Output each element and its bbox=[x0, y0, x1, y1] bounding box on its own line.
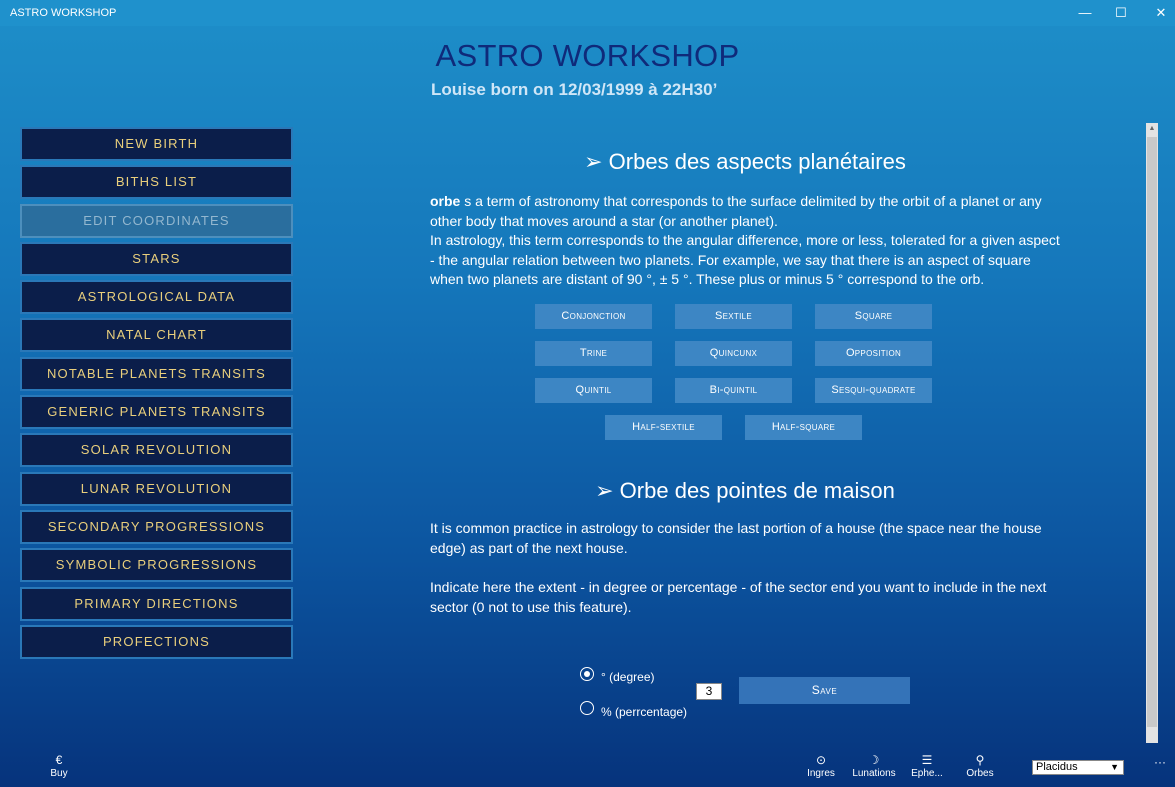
moon-icon: ☽ bbox=[868, 753, 880, 767]
buy-label: Buy bbox=[50, 768, 68, 779]
menu-stars[interactable]: STARS bbox=[20, 242, 293, 276]
app-title bbox=[0, 38, 1175, 74]
vertical-scrollbar[interactable] bbox=[1146, 123, 1158, 743]
scroll-up-arrow-icon[interactable]: ▲ bbox=[1148, 125, 1156, 132]
house-cusp-text: It is common practice in astrology to consider the last portion of a house (the space near the house edge) as part of the next house. bbox=[430, 520, 1042, 556]
ingres-icon: ⊙ bbox=[815, 753, 827, 767]
menu-notable-planets-transits[interactable]: NOTABLE PLANETS TRANSITS bbox=[20, 357, 293, 391]
menu-lunar-revolution[interactable]: LUNAR REVOLUTION bbox=[20, 472, 293, 506]
aspect-opposition-button[interactable]: Opposition bbox=[815, 341, 932, 366]
menu-symbolic-progressions[interactable]: SYMBOLIC PROGRESSIONS bbox=[20, 548, 293, 582]
menu-secondary-progressions[interactable]: SECONDARY PROGRESSIONS bbox=[20, 510, 293, 544]
menu-solar-revolution[interactable]: SOLAR REVOLUTION bbox=[20, 433, 293, 467]
birth-subtitle: Louise born on 12/03/1999 à 22H30’ bbox=[431, 80, 718, 99]
maximize-button[interactable]: ☐ bbox=[1115, 5, 1127, 20]
aspect-sextile-button[interactable]: Sextile bbox=[675, 304, 792, 329]
euro-icon: € bbox=[55, 753, 63, 767]
lunations-button[interactable] bbox=[850, 753, 898, 779]
menu-natal-chart[interactable]: NATAL CHART bbox=[20, 318, 293, 352]
section-title-aspect-orbs: ➢ Orbes des aspects planétaires bbox=[584, 149, 906, 174]
section-title-house-cusps: ➢ Orbe des pointes de maison bbox=[595, 478, 895, 503]
more-options-icon[interactable]: ··· bbox=[1154, 755, 1166, 769]
degree-radio-label: ° (degree) bbox=[601, 670, 655, 684]
ingres-button[interactable] bbox=[803, 753, 839, 779]
degree-radio[interactable] bbox=[580, 667, 594, 681]
orbe-definition: s a term of astronomy that corresponds to the surface delimited by the orbit of a planet or any other body that moves around a star (or another planet). bbox=[430, 193, 1042, 229]
menu-births-list[interactable]: BITHS LIST bbox=[20, 165, 293, 199]
app-title-text: ASTRO WORKSHOP bbox=[435, 38, 740, 73]
window-title: ASTRO WORKSHOP bbox=[10, 7, 117, 19]
aspect-quincunx-button[interactable]: Quincunx bbox=[675, 341, 792, 366]
house-system-value: Placidus bbox=[1036, 761, 1078, 773]
menu-generic-planets-transits[interactable]: GENERIC PLANETS TRANSITS bbox=[20, 395, 293, 429]
sidebar-menu bbox=[20, 127, 293, 663]
percentage-radio[interactable] bbox=[580, 701, 594, 715]
menu-profections[interactable]: PROFECTIONS bbox=[20, 625, 293, 659]
ephemeris-label: Ephe... bbox=[911, 768, 943, 779]
chevron-down-icon: ▼ bbox=[1110, 762, 1119, 772]
aspect-conjonction-button[interactable]: Conjonction bbox=[535, 304, 652, 329]
lunations-label: Lunations bbox=[852, 768, 896, 779]
orbes-label: Orbes bbox=[966, 768, 994, 779]
aspect-half-sextile-button[interactable]: Half-sextile bbox=[605, 415, 722, 440]
extent-value-input[interactable]: 3 bbox=[696, 683, 722, 700]
aspect-trine-button[interactable]: Trine bbox=[535, 341, 652, 366]
house-extent-instructions: Indicate here the extent - in degree or percentage - of the sector end you want to include in the next sector (0 not to use this feature). bbox=[430, 579, 1047, 615]
house-system-select[interactable] bbox=[1032, 760, 1124, 775]
scroll-thumb[interactable] bbox=[1147, 137, 1157, 727]
aspect-bi-quintil-button[interactable]: Bi-quintil bbox=[675, 378, 792, 403]
menu-edit-coordinates: EDIT COORDINATES bbox=[20, 204, 293, 238]
title-bar bbox=[0, 0, 1175, 26]
percentage-radio-label: % (perrcentage) bbox=[601, 705, 688, 719]
aspect-sesqui-quadrate-button[interactable]: Sesqui-quadrate bbox=[815, 378, 932, 403]
orbe-astrology-text: In astrology, this term corresponds to the angular difference, more or less, tolerated for a given aspect - the angular relation between two planets. For example, we say that there is an aspect of square when two planets are distant of 90 °, ± 5 °. These plus or minus 5 ° correspond to the orb. bbox=[430, 232, 1060, 287]
ingres-label: Ingres bbox=[807, 768, 835, 779]
minimize-button[interactable]: — bbox=[1078, 5, 1092, 20]
list-icon: ☰ bbox=[921, 753, 933, 767]
orbes-button[interactable] bbox=[962, 753, 998, 779]
save-button[interactable]: Save bbox=[739, 677, 910, 704]
aspect-half-square-button[interactable]: Half-square bbox=[745, 415, 862, 440]
buy-button[interactable] bbox=[44, 753, 74, 779]
close-button[interactable]: ✕ bbox=[1155, 5, 1167, 20]
menu-astrological-data[interactable]: ASTROLOGICAL DATA bbox=[20, 280, 293, 314]
orbe-term: orbe bbox=[430, 193, 461, 209]
aspect-quintil-button[interactable]: Quintil bbox=[535, 378, 652, 403]
wrench-icon: ⚲ bbox=[975, 753, 985, 767]
menu-primary-directions[interactable]: PRIMARY DIRECTIONS bbox=[20, 587, 293, 621]
menu-new-birth[interactable]: NEW BIRTH bbox=[20, 127, 293, 161]
aspect-square-button[interactable]: Square bbox=[815, 304, 932, 329]
ephemeris-button[interactable] bbox=[908, 753, 946, 779]
orbe-description bbox=[430, 192, 1060, 290]
